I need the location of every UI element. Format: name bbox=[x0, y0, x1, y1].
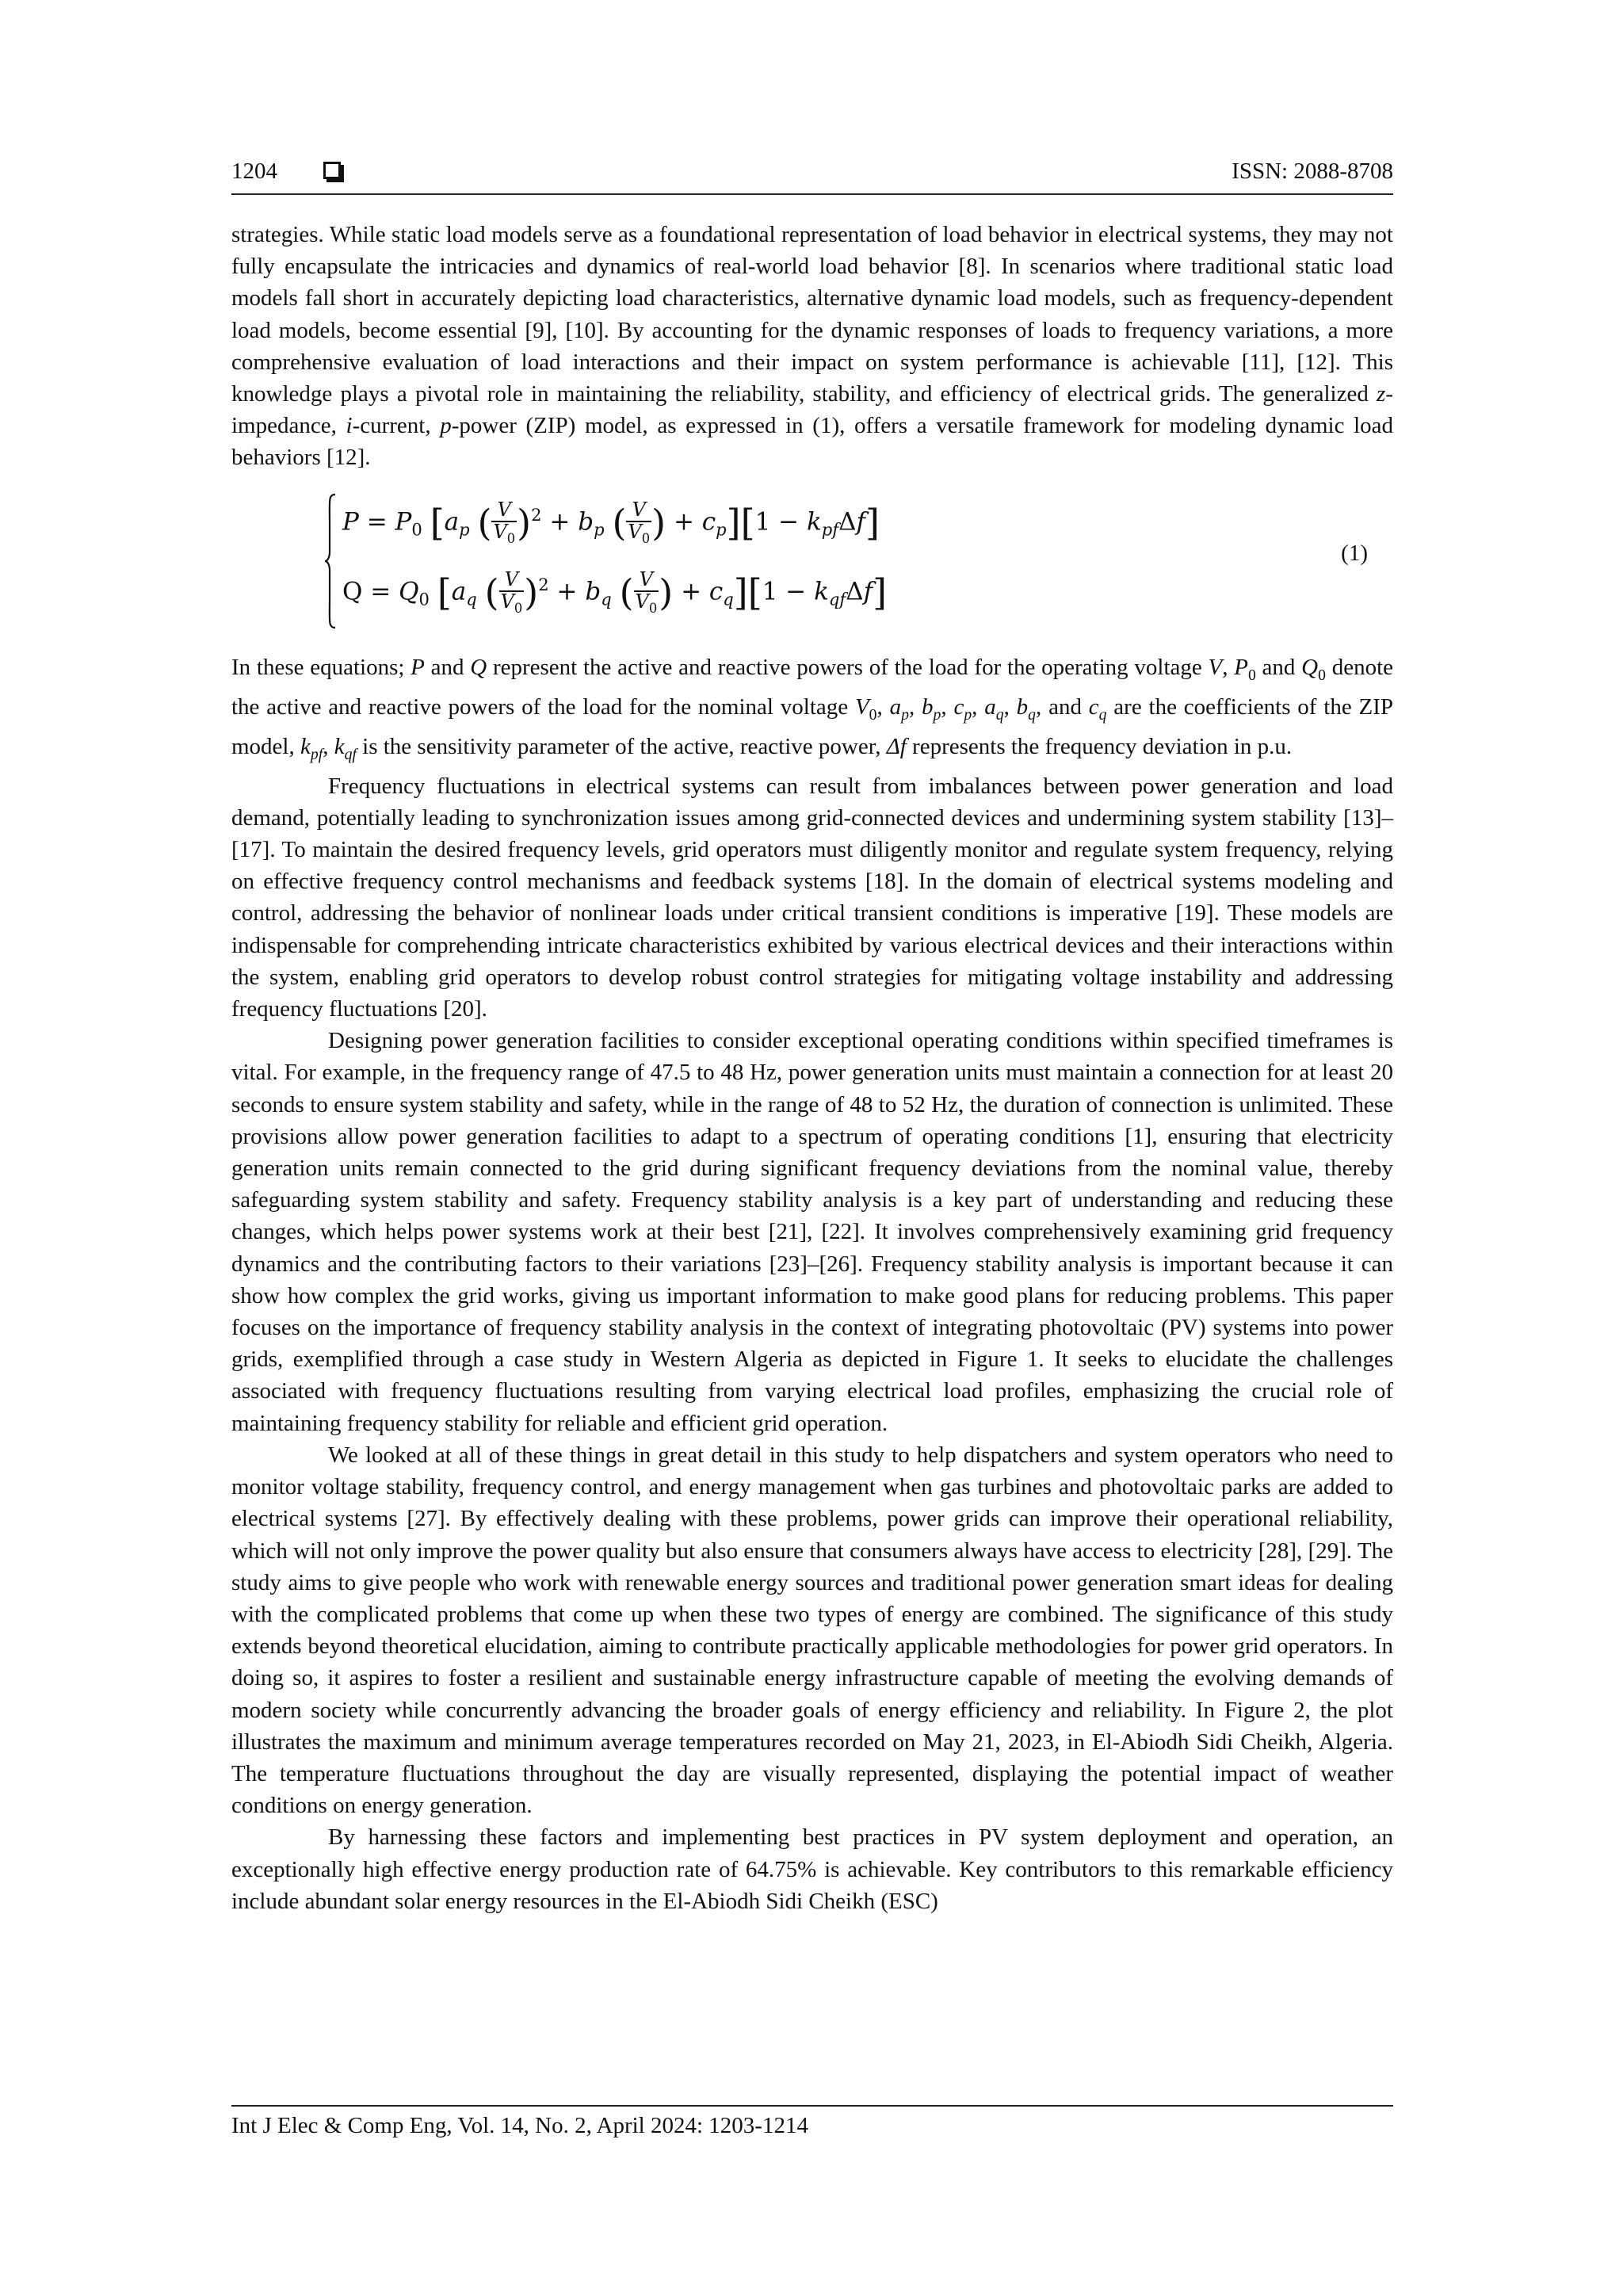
equation-active-power: $P = P_0$ [$a_p$ ( $\frac{V}{V_0}$ )$^2 + b_p$ ( $\frac{V}{V_0}$ ) + $c_p][1 - k_{pf}\Delta f]$ bbox=[342, 499, 880, 546]
equation-number: (1) bbox=[1341, 540, 1368, 566]
article-body bbox=[231, 219, 1393, 1917]
page-number: 1204 bbox=[231, 159, 277, 184]
paragraph-power-generation-design: Designing power generation facilities to consider exceptional operating conditions within specified timeframes is vital. For example, in the frequency range of 47.5 to 48 Hz, power generation units must maintain a connection for at least 20 seconds to ensure system stability and safety, while in the range of 48 to 52 Hz, the duration of connection is unlimited. These provisions allow power generation facilities to adapt to a spectrum of operating conditions [1], ensuring that electricity generation units remain connected to the grid during significant frequency deviations from the nominal value, thereby safeguarding system stability and safety. Frequency stability analysis is a key part of understanding and reducing these changes, which helps power systems work at their best [21], [22]. It involves comprehensively examining grid frequency dynamics and the contributing factors to their variations [23]–[26]. Frequency stability analysis is important because it can show how complex the grid works, giving us important information to make good plans for reducing problems. This paper focuses on the importance of frequency stability analysis in the context of integrating photovoltaic (PV) systems into power grids, exemplified through a case study in Western Algeria as depicted in Figure 1. It seeks to elucidate the challenges associated with frequency fluctuations resulting from varying electrical load profiles, emphasizing the crucial role of maintaining frequency stability for reliable and efficient grid operation. bbox=[231, 1028, 1393, 1436]
checkbox-square-icon bbox=[323, 162, 341, 179]
paragraph-pv-efficiency: By harnessing these factors and implementing best practices in PV system deployment and operation, an exceptionally high effective energy production rate of 64.75% is achievable. Key contributors to this remarkable efficiency include abundant solar energy resources in the El-Abiodh Sidi Cheikh (ESC) bbox=[231, 1824, 1393, 1914]
page-footer bbox=[231, 2105, 1393, 2139]
paragraph-study-overview: We looked at all of these things in great detail in this study to help dispatchers and system operators who need to monitor voltage stability, frequency control, and energy management when gas turbines and photovoltaic parks are added to electrical systems [27]. By effectively dealing with these problems, power grids can improve their operational reliability, which will not only improve the power quality but also ensure that consumers always have access to electricity [28], [29]. The study aims to give people who work with renewable energy sources and traditional power generation smart ideas for dealing with the complicated problems that come up when these two types of energy are combined. The significance of this study extends beyond theoretical elucidation, aiming to contribute practically applicable methodologies for power grid operators. In doing so, it aspires to foster a resilient and sustainable energy infrastructure capable of meeting the evolving demands of modern society while concurrently advancing the broader goals of energy efficiency and reliability. In Figure 2, the plot illustrates the maximum and minimum average temperatures recorded on May 21, 2023, in El-Abiodh Sidi Cheikh, Algeria. The temperature fluctuations throughout the day are visually represented, displaying the potential impact of weather conditions on energy generation. bbox=[231, 1442, 1393, 1819]
paragraph-frequency-fluctuations: Frequency fluctuations in electrical systems can result from imbalances between power generation and load demand, potentially leading to synchronization issues among grid-connected devices and undermining system stability [13]–[17]. To maintain the desired frequency levels, grid operators must diligently monitor and regulate system frequency, relying on effective frequency control mechanisms and feedback systems [18]. In the domain of electrical systems modeling and control, addressing the behavior of nonlinear loads under critical transient conditions is imperative [19]. These models are indispensable for comprehending intricate characteristics exhibited by various electrical devices and their interactions within the system, enabling grid operators to develop robust control strategies for mitigating voltage instability and addressing frequency fluctuations [20]. bbox=[231, 773, 1393, 1022]
page-header bbox=[231, 155, 1393, 195]
paragraph-zip-intro: strategies. While static load models serve as a foundational representation of load behavior in electrical systems, they may not fully encapsulate the intricacies and dynamics of real-world load behavior [8]. In scenarios where traditional static load models fall short in accurately depicting load characteristics, alternative dynamic load models, such as frequency-dependent load models, become essential [9], [10]. By accounting for the dynamic responses of loads to frequency variations, a more comprehensive evaluation of load interactions and their impact on system performance is achievable [11], [12]. This knowledge plays a pivotal role in maintaining the reliability, stability, and efficiency of electrical grids. The generalized z-impedance, i-current, p-power (ZIP) model, as expressed in (1), offers a versatile framework for modeling dynamic load behaviors [12]. bbox=[231, 222, 1393, 471]
equation-reactive-power: $Q = Q_0$ [$a_q$ ( $\frac{V}{V_0}$ )$^2 + b_q$ ( $\frac{V}{V_0}$ ) + $c_q][1 - k_{qf}\Delta f]$ bbox=[342, 568, 888, 616]
issn-label: ISSN: 2088-8708 bbox=[1232, 159, 1393, 184]
zip-model-equation bbox=[231, 490, 1393, 634]
paragraph-equation-definitions: In these equations; P and Q represent the active and reactive powers of the load for the operating voltage V, $P_0$ and $Q_0$ denote the active and reactive powers of the load for the nominal voltage $V_0$, $a_p$, $b_p$, $c_p$, $a_q$, $b_q$, and $c_q$ are the coefficients of the ZIP model, $k_{pf}$, $k_{qf}$ is the sensitivity parameter of the active, reactive power, Δf represents the frequency deviation in p.u. bbox=[231, 654, 1394, 763]
left-brace bbox=[325, 493, 336, 629]
journal-citation: Int J Elec & Comp Eng, Vol. 14, No. 2, April 2024: 1203-1214 bbox=[231, 2113, 808, 2138]
